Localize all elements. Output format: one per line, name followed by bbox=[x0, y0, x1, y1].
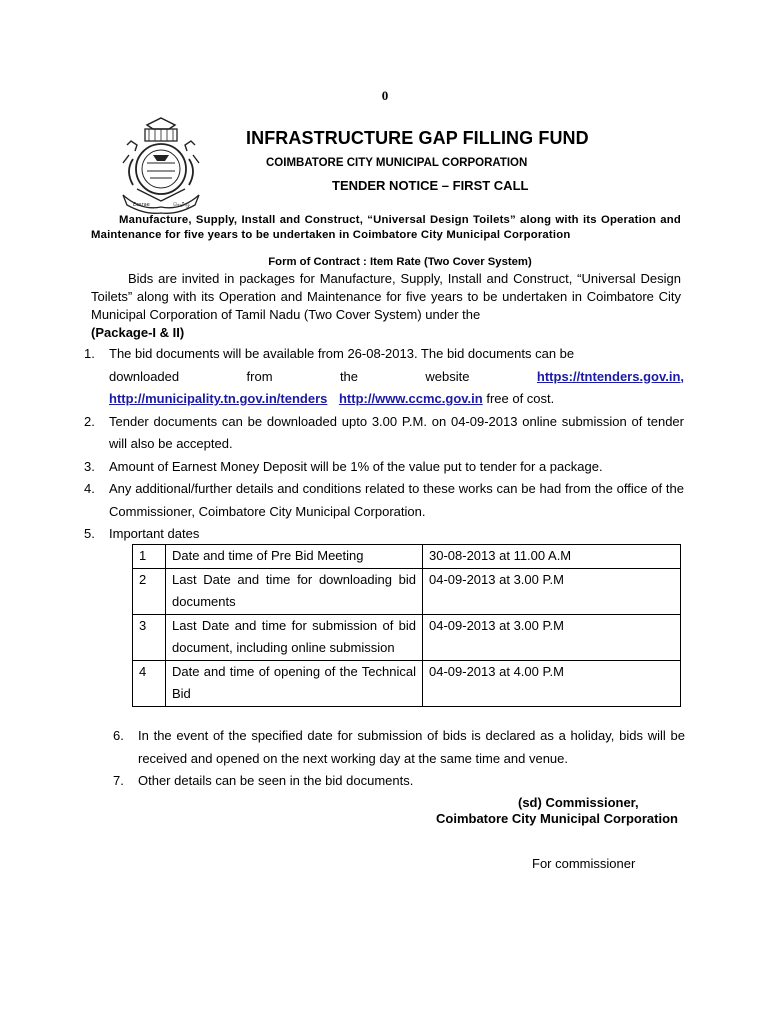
list-item bbox=[113, 770, 685, 793]
list-text: Other details can be seen in the bid documents. bbox=[138, 773, 414, 788]
notice-list bbox=[84, 343, 684, 546]
corporation-seal bbox=[117, 115, 205, 215]
list-item bbox=[113, 725, 685, 770]
table-cell-event: Date and time of opening of the Technical Bid bbox=[166, 660, 423, 706]
list-text: free of cost. bbox=[486, 391, 555, 406]
signatory-title: (sd) Commissioner, bbox=[518, 795, 639, 810]
notice-list-continued bbox=[113, 725, 685, 793]
intro-text: Bids are invited in packages for Manufacture, Supply, Install and Construct, “Universal Design Toilets” along with its Operation and Maintenance for five years to be undertaken in Coimbatore City Municipal Corporation of Tamil Nadu (Two Cover System) under the bbox=[91, 271, 681, 322]
list-text: Important dates bbox=[109, 526, 200, 541]
signatory-organization: Coimbatore City Municipal Corporation bbox=[436, 811, 678, 826]
table-cell-event: Last Date and time for submission of bid document, including online submission bbox=[166, 614, 423, 660]
table-row bbox=[133, 660, 681, 706]
table-row bbox=[133, 568, 681, 614]
fund-title: INFRASTRUCTURE GAP FILLING FUND bbox=[246, 128, 589, 148]
word: the bbox=[339, 368, 359, 384]
list-number: 5. bbox=[84, 526, 95, 541]
work-description: Manufacture, Supply, Install and Construct, “Universal Design Toilets” along with its Operation and Maintenance for five years to be undertaken in Coimbatore City Municipal Corporation bbox=[91, 214, 681, 241]
list-text: The bid documents will be available from 26-08-2013. The bid documents can be bbox=[109, 346, 575, 361]
corporation-name: COIMBATORE CITY MUNICIPAL CORPORATION bbox=[266, 157, 528, 169]
tntenders-link[interactable]: https://tntenders.gov.in, bbox=[536, 368, 684, 384]
table-cell-date: 30-08-2013 at 11.00 A.M bbox=[423, 545, 681, 569]
list-text: Amount of Earnest Money Deposit will be 1% of the value put to tender for a package. bbox=[109, 458, 603, 474]
ccmc-link[interactable]: http://www.ccmc.gov.in bbox=[338, 391, 483, 406]
table-cell-date: 04-09-2013 at 3.00 P.M bbox=[423, 568, 681, 614]
list-number: 7. bbox=[113, 773, 124, 788]
list-item bbox=[84, 478, 684, 523]
notice-title: TENDER NOTICE – FIRST CALL bbox=[332, 178, 529, 193]
table-cell-no: 2 bbox=[133, 568, 166, 614]
list-number: 2. bbox=[84, 413, 95, 429]
table-cell-no: 3 bbox=[133, 614, 166, 660]
table-cell-no: 1 bbox=[133, 545, 166, 569]
intro-paragraph bbox=[91, 270, 681, 342]
list-item bbox=[84, 411, 684, 456]
table-cell-date: 04-09-2013 at 3.00 P.M bbox=[423, 614, 681, 660]
table-row bbox=[133, 545, 681, 569]
signatory-for: For commissioner bbox=[532, 856, 636, 871]
page-number: 0 bbox=[381, 88, 389, 103]
list-number: 1. bbox=[84, 346, 95, 361]
table-cell-date: 04-09-2013 at 4.00 P.M bbox=[423, 660, 681, 706]
list-number: 3. bbox=[84, 458, 95, 474]
table-cell-event: Date and time of Pre Bid Meeting bbox=[166, 545, 423, 569]
seal-emblem-icon bbox=[117, 115, 205, 215]
list-text-row bbox=[109, 388, 684, 411]
list-number: 6. bbox=[113, 728, 124, 743]
table-row bbox=[133, 614, 681, 660]
municipality-link[interactable]: http://municipality.tn.gov.in/tenders bbox=[109, 391, 328, 406]
seal-caption-left: Ecsrae bbox=[133, 202, 150, 208]
list-text-row bbox=[109, 366, 684, 389]
table-cell-event: Last Date and time for downloading bid documents bbox=[166, 568, 423, 614]
list-text: In the event of the specified date for submission of bids is declared as a holiday, bids will be received and opened on the next working day at the same time and venue. bbox=[138, 728, 685, 766]
word: from bbox=[246, 368, 273, 384]
contract-form: Form of Contract : Item Rate (Two Cover System) bbox=[268, 256, 532, 268]
list-text: Any additional/further details and conditions related to these works can be had from the office of the Commissioner, Coimbatore City Municipal Corporation. bbox=[109, 481, 684, 519]
table-cell-no: 4 bbox=[133, 660, 166, 706]
important-dates-table bbox=[132, 544, 681, 707]
seal-caption-right: செழிழு bbox=[173, 202, 190, 208]
list-item bbox=[84, 343, 684, 411]
list-item bbox=[84, 456, 684, 479]
list-text: Tender documents can be downloaded upto 3.00 P.M. on 04-09-2013 online submission of tender will also be accepted. bbox=[109, 413, 684, 451]
intro-packages: (Package-I & II) bbox=[91, 325, 185, 340]
list-number: 4. bbox=[84, 481, 95, 496]
word: website bbox=[425, 368, 470, 384]
word: downloaded bbox=[109, 368, 180, 384]
list-item bbox=[84, 523, 684, 546]
